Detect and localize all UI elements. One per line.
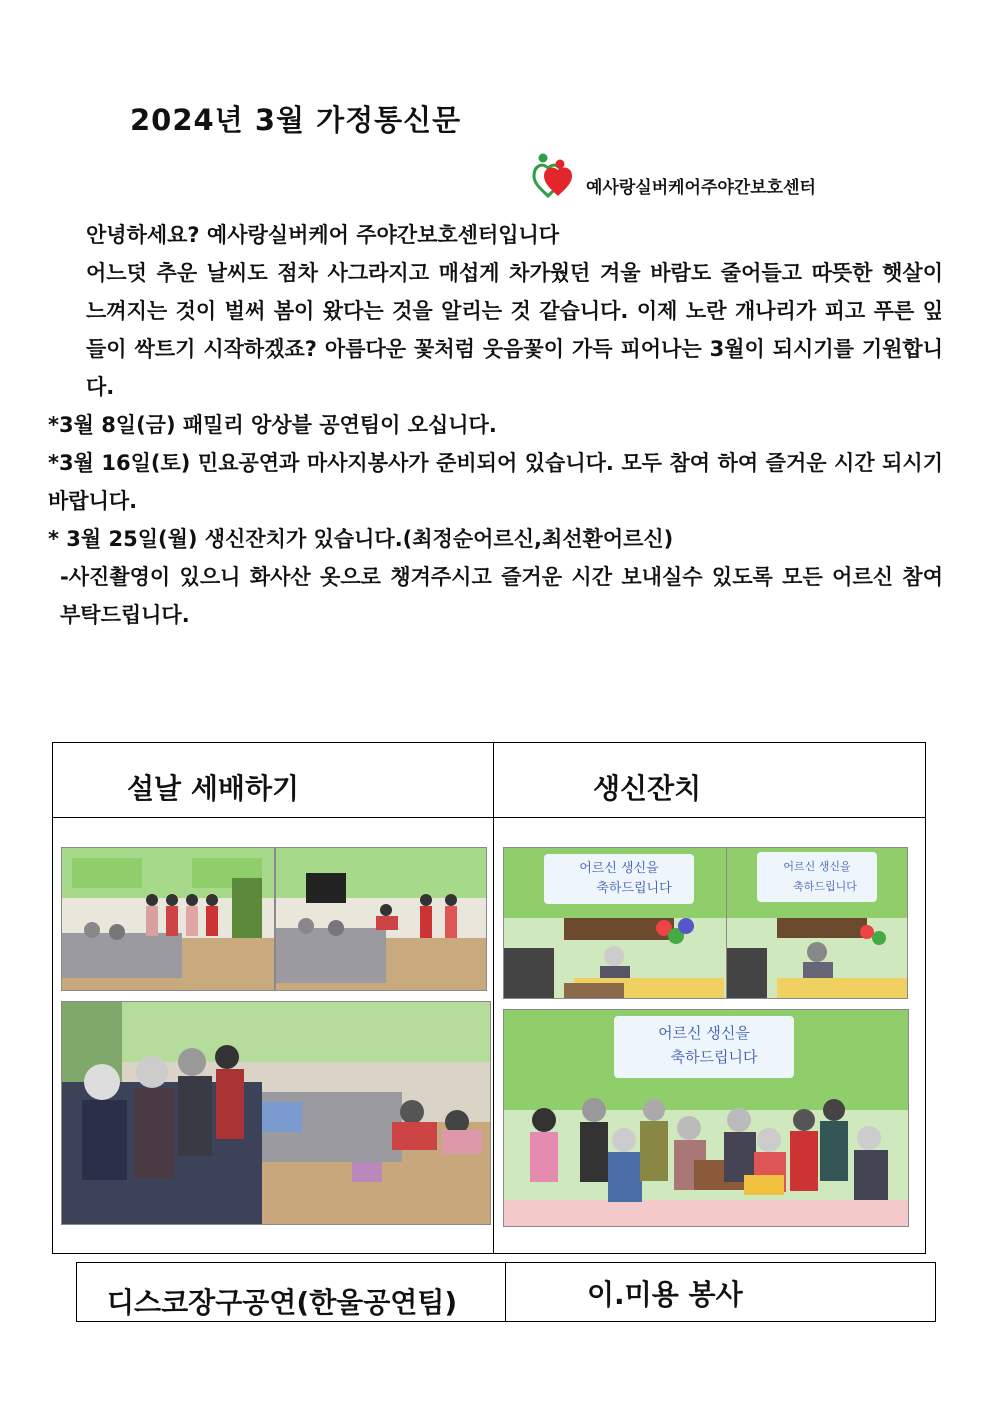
new-year-bow-title: 설날 세배하기: [127, 772, 300, 805]
center-logo-icon: [528, 150, 588, 200]
table-divider: [493, 743, 494, 1253]
notice-birthday-detail: -사진촬영이 있으니 화사산 옷으로 챙겨주시고 즐거운 시간 보내실수 있도록 모든 어르신 참여 부탁드립니다.: [60, 565, 943, 627]
photo-table: [52, 742, 926, 1254]
page-title: 2024년 3월 가정통신문: [130, 103, 462, 137]
birthday-photo-2: [726, 847, 908, 999]
disco-janggu-title: 디스코장구공연(한울공연팀): [107, 1286, 458, 1319]
birthday-photo-1: [503, 847, 727, 999]
banner-text: 축하드립니다: [596, 881, 672, 896]
intro-paragraph: [48, 254, 943, 406]
new-year-photo-1: [61, 847, 275, 991]
notice-family-ensemble: *3월 8일(금) 패밀리 앙상블 공연팀이 오십니다.: [48, 413, 497, 437]
new-year-photo-3: [61, 1001, 491, 1225]
birthday-photo-3: [503, 1009, 909, 1227]
letter-body: [48, 216, 943, 634]
banner-text: 어르신 생신을: [783, 860, 851, 873]
banner-text: 축하드립니다: [670, 1048, 758, 1066]
table-divider: [53, 817, 925, 818]
logo-text: 예사랑실버케어주야간보호센터: [586, 178, 816, 198]
table-divider: [505, 1263, 506, 1321]
banner-text: 축하드립니다: [793, 880, 857, 893]
intro-paragraph-text: 어느덧 추운 날씨도 점차 사그라지고 매섭게 차가웠던 겨울 바람도 줄어들고 따뜻한 햇살이 느껴지는 것이 벌써 봄이 왔다는 것을 알리는 것 같습니다. 이제 노란 개나리가 피고 푸른 잎들이 싹트기 시작하겠죠? 아름다운 꽃처럼 웃음꽃이 가득 피어나는 3월이 되시기를 기원합니다.: [86, 261, 943, 399]
banner-text: 어르신 생신을: [579, 861, 659, 876]
bottom-table: [76, 1262, 936, 1322]
new-year-photo-2: [275, 847, 487, 991]
haircut-volunteer-title: 이.미용 봉사: [587, 1278, 743, 1311]
greeting: 안녕하세요? 예사랑실버케어 주야간보호센터입니다: [86, 223, 560, 247]
notice-folk-performance: *3월 16일(토) 민요공연과 마사지봉사가 준비되어 있습니다. 모두 참여 하여 즐거운 시간 되시기 바랍니다.: [48, 451, 943, 513]
birthday-party-title: 생신잔치: [593, 772, 702, 805]
notice-birthday-party: * 3월 25일(월) 생신잔치가 있습니다.(최정순어르신,최선환어르신): [48, 527, 674, 551]
banner-text: 어르신 생신을: [658, 1024, 750, 1042]
